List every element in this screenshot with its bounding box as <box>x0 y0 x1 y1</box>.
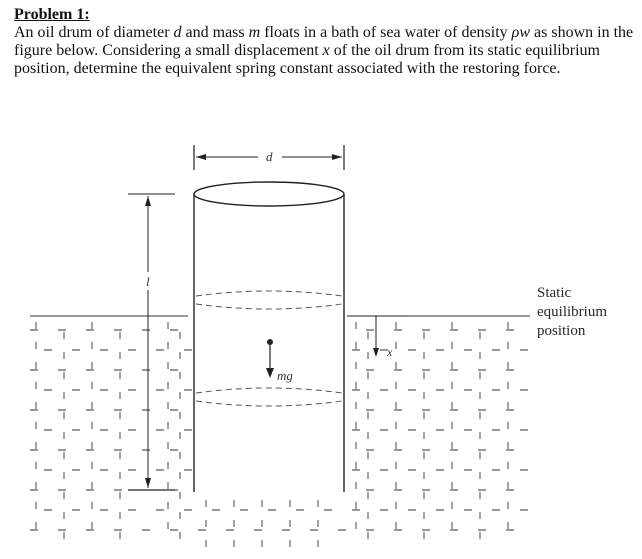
oil-drum <box>194 182 344 494</box>
length-label: l <box>146 274 150 289</box>
text-run: and mass <box>181 24 249 41</box>
static-label-line-2: equilibrium <box>537 304 607 320</box>
text-run: An oil drum of diameter <box>14 24 174 41</box>
diameter-dimension <box>194 145 344 170</box>
diameter-label: d <box>266 149 273 164</box>
text-run: as shown in the figure below. Considering a small displacement <box>14 24 634 59</box>
drum-top-ellipse <box>194 182 344 206</box>
problem-title: Problem 1: <box>14 6 90 23</box>
static-label-line-3: position <box>537 323 586 339</box>
static-equilibrium-label <box>537 285 607 339</box>
static-label-line-1: Static <box>537 285 572 301</box>
displacement-label: x <box>387 345 393 359</box>
math-symbol: d <box>173 24 182 41</box>
math-symbol: x <box>322 42 330 59</box>
math-symbol: ρw <box>511 24 531 41</box>
weight-label: mg <box>277 368 293 383</box>
text-run: floats in a bath of sea water of density <box>260 24 512 41</box>
math-symbol: m <box>248 24 261 41</box>
text-run: of the oil drum from its static equilibrium position, determine the equivalent spring constant associated with the restoring force. <box>14 42 600 77</box>
